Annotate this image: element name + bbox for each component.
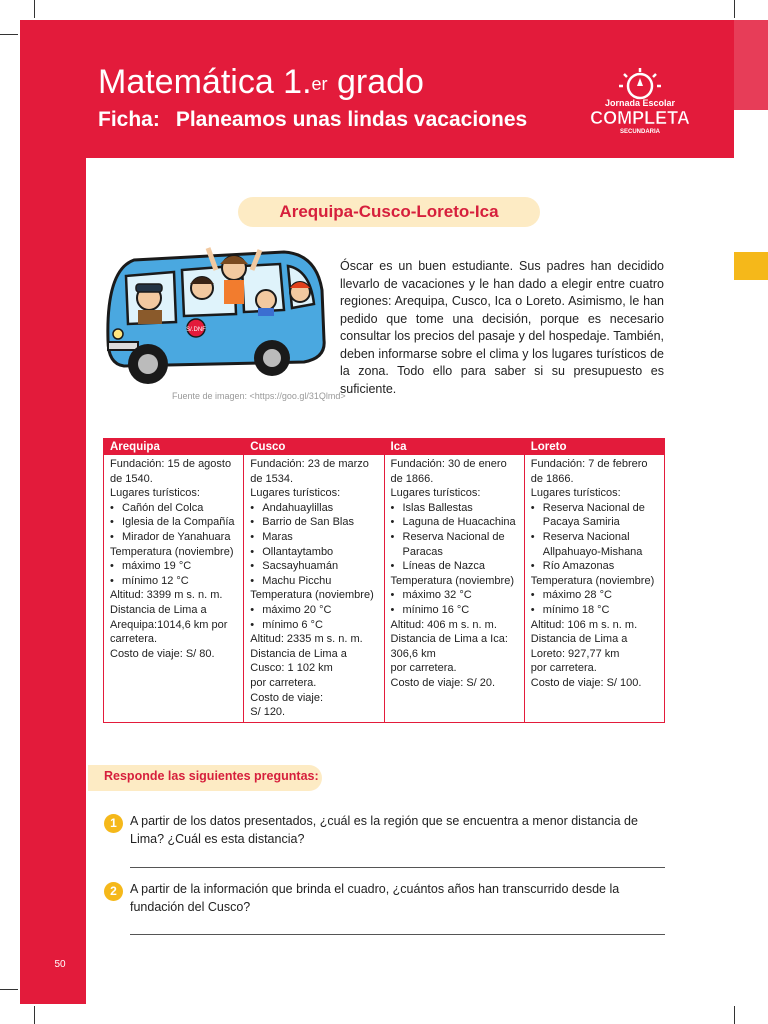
bullet-item: • Reserva Nacional de xyxy=(391,530,520,545)
detail-line: por carretera. xyxy=(390,662,457,675)
question-text: A partir de la información que brinda el cuadro, ¿cuántos años han transcurrido desde la fundación del Cusco? xyxy=(130,882,620,914)
intro-paragraph: Óscar es un buen estudiante. Sus padres han decidido llevarlo de vacaciones y le han dado a elegir entre cuatro regiones: Arequipa, Cusco, Ica o Loreto. Asimismo, le han pedido que tome una decisión, porque es necesario consultar los precios del pasaje y del hospedaje. También, deben informarse sobre el clima y los lugares turísticos de la zona. Todo ello para saber si su presupuesto es suficiente. xyxy=(340,259,664,396)
page-number: 50 xyxy=(50,955,70,975)
bullet-item: • Andahuaylillas xyxy=(250,501,379,516)
svg-text:S/.DNF: S/.DNF xyxy=(186,327,206,333)
detail-line: Altitud: 3399 m s. n. m. xyxy=(110,589,223,602)
detail-line: Distancia de Lima a xyxy=(530,633,628,646)
detail-line: Fundación: 30 de enero xyxy=(390,458,507,470)
crop-mark xyxy=(34,0,35,18)
svg-text:COMPLETA: COMPLETA xyxy=(590,108,690,128)
school-bus-illustration xyxy=(104,230,330,394)
bullet-item: • Iglesia de la Compañía xyxy=(110,515,239,530)
bullet-item: • máximo 32 °C xyxy=(391,588,520,603)
side-tab xyxy=(734,252,768,280)
detail-line: Lugares turísticos: xyxy=(110,487,200,500)
region-header: Cusco xyxy=(244,439,383,455)
detail-line: Lugares turísticos: xyxy=(390,487,481,500)
detail-line: de 1866. xyxy=(390,472,434,485)
question-number-badge: 2 xyxy=(104,882,123,901)
left-margin-band xyxy=(20,158,86,1004)
region-column xyxy=(104,439,244,722)
bullet-item: • mínimo 16 °C xyxy=(391,603,520,618)
bullet-item: • Cañón del Colca xyxy=(110,501,239,516)
detail-line: carretera. xyxy=(110,633,158,646)
detail-line: Fundación: 7 de febrero xyxy=(530,458,648,470)
bullet-item: • mínimo 6 °C xyxy=(250,618,379,633)
detail-line: Pacaya Samiria xyxy=(542,516,620,529)
regions-table xyxy=(103,438,665,723)
ficha-subtitle: Ficha: Planeamos unas lindas vacaciones xyxy=(98,108,528,131)
bullet-item: • Mirador de Yanahuara xyxy=(110,530,239,545)
detail-line: Altitud: 406 m s. n. m. xyxy=(390,618,497,631)
detail-line: Distancia de Lima a xyxy=(250,647,347,660)
region-column xyxy=(244,439,384,722)
bullet-item: • Reserva Nacional xyxy=(531,530,660,545)
answer-line[interactable] xyxy=(130,867,665,868)
jornada-escolar-logo xyxy=(588,66,692,142)
bullet-item: • máximo 19 °C xyxy=(110,559,239,574)
detail-line: 306,6 km xyxy=(390,647,436,660)
region-details xyxy=(104,455,243,661)
svg-text:SECUNDARIA: SECUNDARIA xyxy=(619,129,661,135)
detail-line: Arequipa:1014,6 km por xyxy=(110,618,228,631)
bullet-item: • Islas Ballestas xyxy=(391,501,520,516)
question-number-badge: 1 xyxy=(104,814,123,833)
detail-line: Altitud: 2335 m s. n. m. xyxy=(250,633,363,646)
bullet-item: • Reserva Nacional de xyxy=(531,501,660,516)
bullet-item: • Maras xyxy=(250,530,379,545)
detail-line: Altitud: 106 m s. n. m. xyxy=(530,618,638,631)
detail-line: Allpahuayo-Mishana xyxy=(542,545,643,558)
detail-line: de 1534. xyxy=(250,472,294,485)
bullet-item: • Laguna de Huacachina xyxy=(391,515,520,530)
detail-line: Fundación: 23 de marzo xyxy=(250,458,369,470)
detail-line: Cusco: 1 102 km xyxy=(250,662,333,675)
region-header: Arequipa xyxy=(104,439,243,455)
detail-line: Paracas xyxy=(402,545,443,558)
detail-line: Costo de viaje: S/ 80. xyxy=(110,647,215,660)
bullet-item: • máximo 20 °C xyxy=(250,603,379,618)
questions-heading: Responde las siguientes preguntas: xyxy=(104,769,319,783)
detail-line: Temperatura (noviembre) xyxy=(110,545,234,558)
detail-line: de 1866. xyxy=(530,472,574,485)
region-details xyxy=(385,455,524,691)
detail-line: Lugares turísticos: xyxy=(530,487,621,500)
bullet-item: • máximo 28 °C xyxy=(531,588,660,603)
bullet-item: • Ollantaytambo xyxy=(250,545,379,560)
crop-mark xyxy=(734,1006,735,1024)
bullet-item: • Barrio de San Blas xyxy=(250,515,379,530)
detail-line: Temperatura (noviembre) xyxy=(250,589,374,602)
bullet-item: • Líneas de Nazca xyxy=(391,559,520,574)
detail-line: Costo de viaje: S/ 20. xyxy=(390,676,496,689)
corner-tab xyxy=(734,20,768,110)
crop-mark xyxy=(734,0,735,18)
detail-line: por carretera. xyxy=(250,676,317,689)
crop-mark xyxy=(0,989,18,990)
region-header: Loreto xyxy=(525,439,664,455)
page-title: Matemática 1.$^{er}$ grado xyxy=(98,63,424,101)
svg-text:Jornada Escolar: Jornada Escolar xyxy=(604,98,676,108)
detail-line: Temperatura (noviembre) xyxy=(530,574,655,587)
detail-line: Lugares turísticos: xyxy=(250,487,341,500)
detail-line: Temperatura (noviembre) xyxy=(390,574,514,587)
detail-line: por carretera. xyxy=(530,662,597,675)
bullet-item: • Río Amazonas xyxy=(531,559,660,574)
answer-line[interactable] xyxy=(130,934,665,935)
detail-line: Loreto: 927,77 km xyxy=(530,647,620,660)
region-column xyxy=(385,439,525,722)
detail-line: Distancia de Lima a Ica: xyxy=(390,633,508,646)
region-header: Ica xyxy=(385,439,524,455)
section-heading: Arequipa-Cusco-Loreto-Ica xyxy=(238,197,540,227)
detail-line: Distancia de Lima a xyxy=(110,603,207,616)
detail-line: de 1540. xyxy=(110,472,153,485)
bullet-item: • mínimo 12 °C xyxy=(110,574,239,589)
region-details xyxy=(244,455,383,720)
image-caption: Fuente de imagen: <https://goo.gl/31Qlmd> xyxy=(172,391,346,401)
detail-line: S/ 120. xyxy=(250,706,286,719)
bullet-item: • Sacsayhuamán xyxy=(250,559,379,574)
region-details xyxy=(525,455,664,691)
detail-line: Costo de viaje: xyxy=(250,691,324,704)
crop-mark xyxy=(0,34,18,35)
detail-line: Fundación: 15 de agosto xyxy=(110,458,232,470)
bullet-item: • mínimo 18 °C xyxy=(531,603,660,618)
crop-mark xyxy=(34,1006,35,1024)
question-text: A partir de los datos presentados, ¿cuál es la región que se encuentra a menor distancia de Lima? ¿Cuál es esta distancia? xyxy=(130,814,638,846)
region-column xyxy=(525,439,664,722)
bullet-item: • Machu Picchu xyxy=(250,574,379,589)
detail-line: Costo de viaje: S/ 100. xyxy=(530,676,642,689)
